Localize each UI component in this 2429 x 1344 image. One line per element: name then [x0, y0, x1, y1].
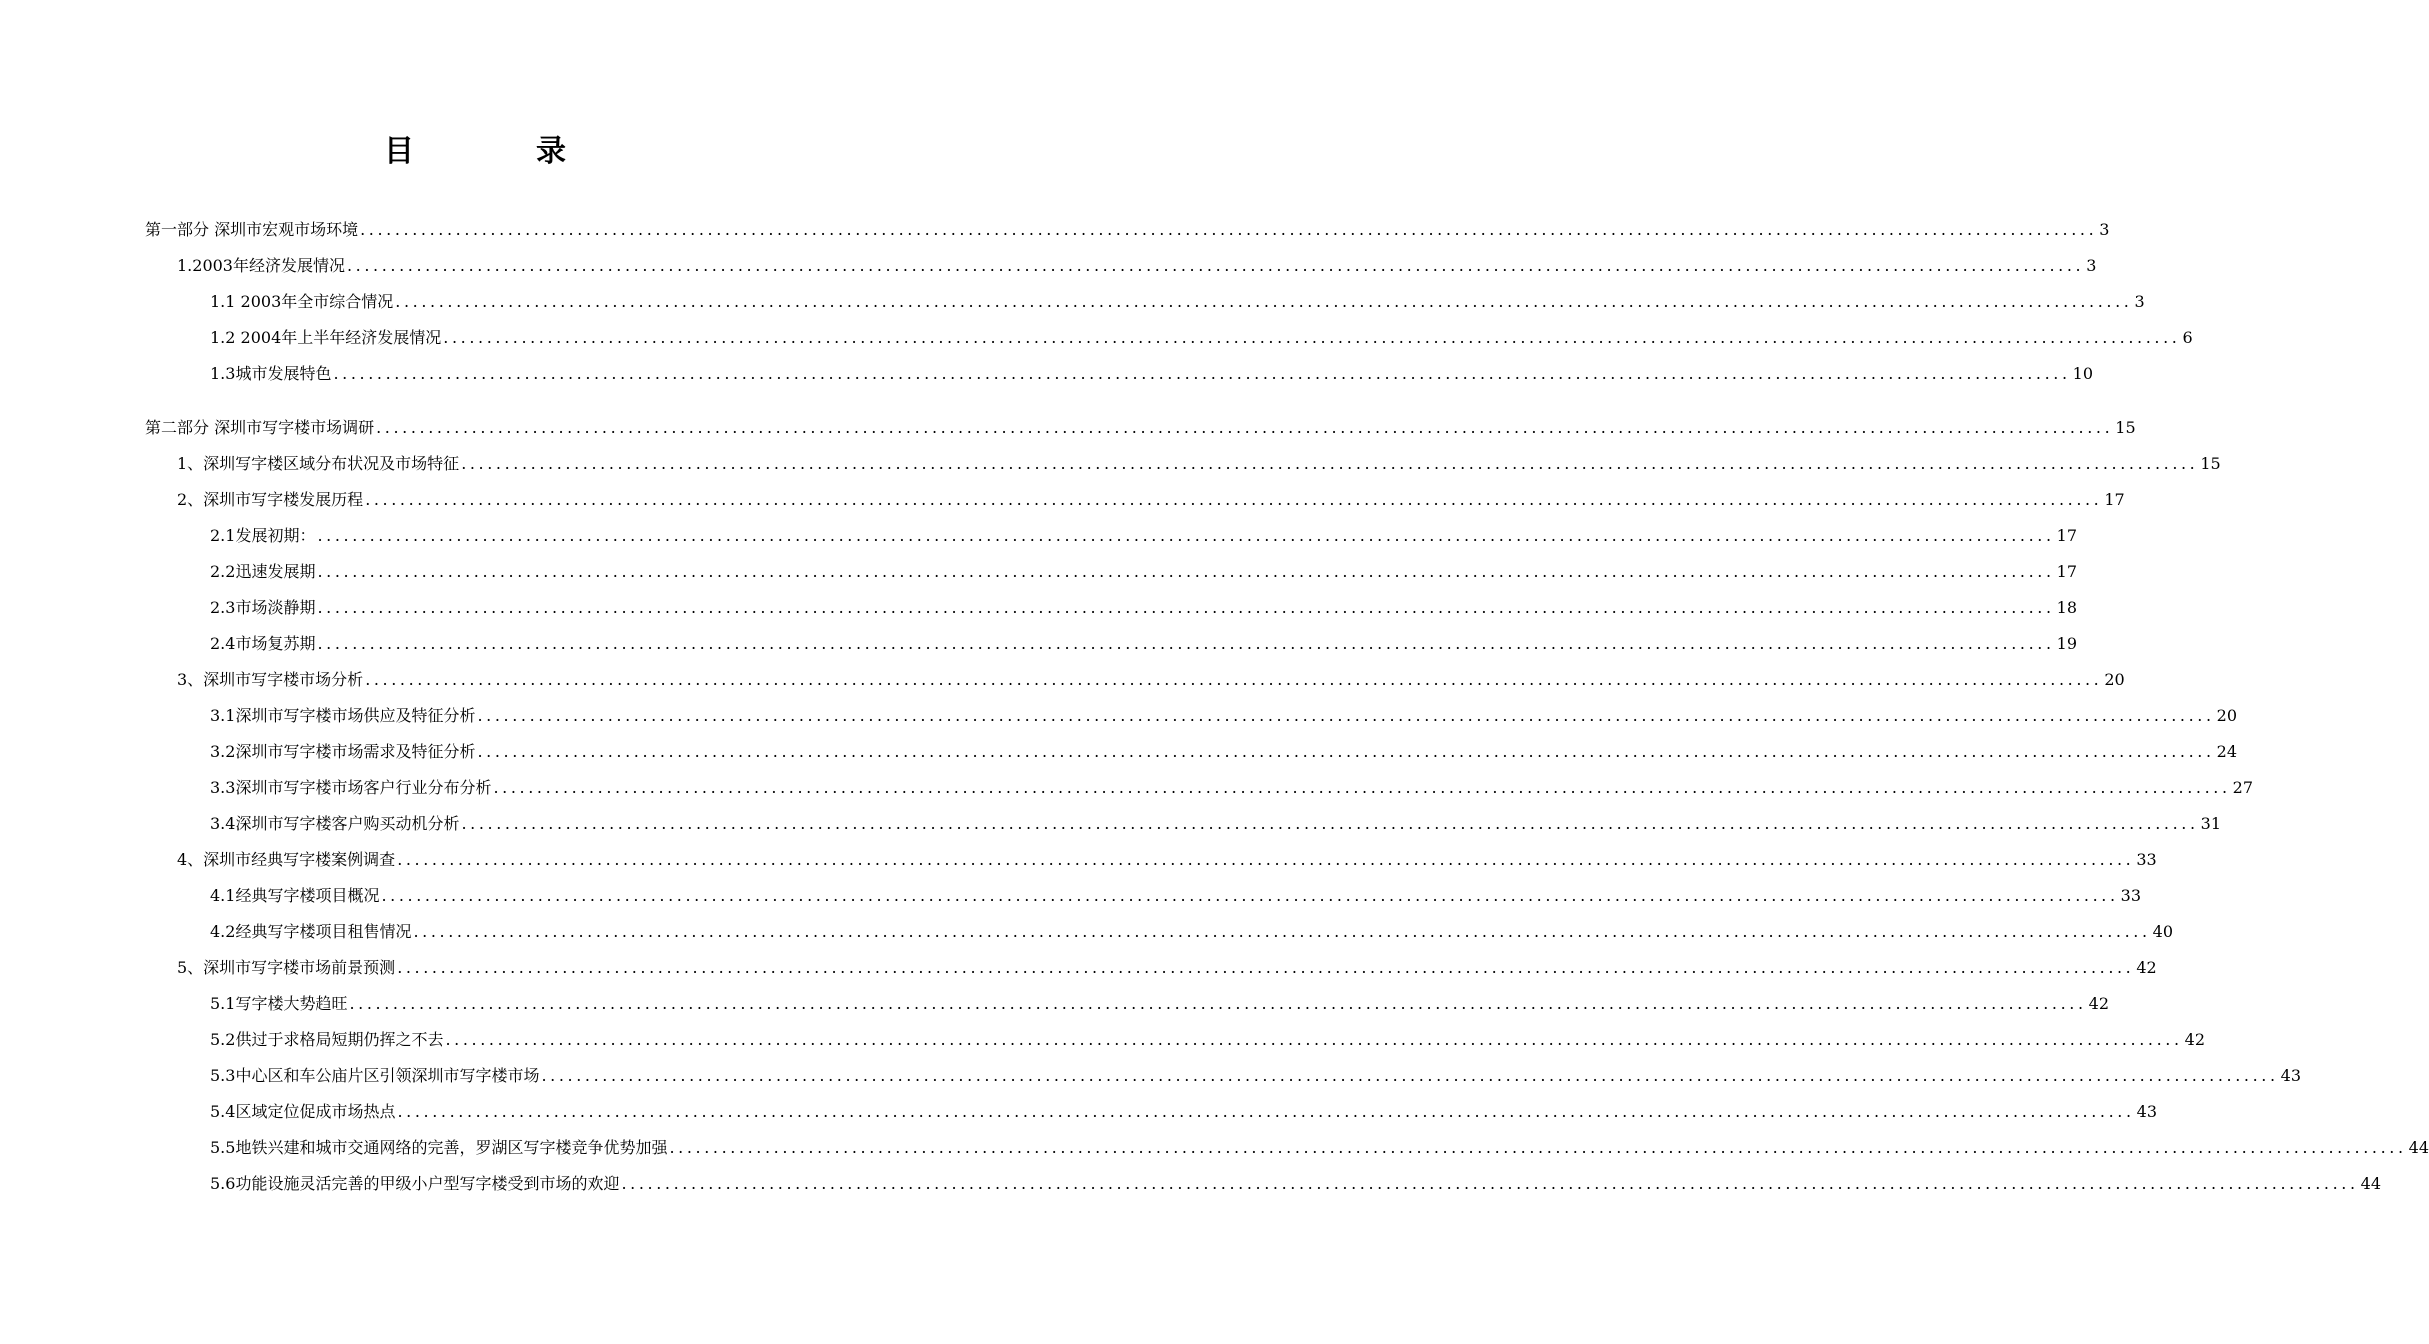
toc-entry-text: 5.3中心区和车公庙片区引领深圳市写字楼市场	[210, 1066, 540, 1085]
toc-page-number: 15	[2200, 454, 2221, 473]
table-of-contents	[0, 212, 2429, 1202]
toc-entry-text: 4.1经典写字楼项目概况	[210, 886, 380, 905]
toc-page-number: 3	[2134, 292, 2145, 311]
toc-page-number: 31	[2200, 814, 2221, 833]
toc-entry-text: 5.5地铁兴建和城市交通网络的完善，罗湖区写字楼竞争优势加强	[210, 1138, 668, 1157]
toc-page-number: 17	[2104, 490, 2125, 509]
toc-entry-text: 1、深圳写字楼区域分布状况及市场特征	[177, 454, 460, 473]
toc-entry[interactable]	[210, 590, 2077, 626]
toc-entry-text: 5.6功能设施灵活完善的甲级小户型写字楼受到市场的欢迎	[210, 1174, 620, 1193]
toc-entry[interactable]	[177, 482, 2125, 518]
toc-page-number: 33	[2120, 886, 2141, 905]
toc-page-number: 42	[2184, 1030, 2205, 1049]
toc-entry[interactable]	[177, 842, 2157, 878]
toc-dot-leader: ........................................................................................................................................................................................................	[477, 706, 2215, 725]
toc-entry[interactable]	[210, 698, 2237, 734]
toc-dot-leader: ........................................................................................................................................................................................................	[621, 1174, 2359, 1193]
toc-entry-text: 3.2深圳市写字楼市场需求及特征分析	[210, 742, 476, 761]
toc-entry-text: 4.2经典写字楼项目租售情况	[210, 922, 412, 941]
toc-entry[interactable]	[177, 446, 2221, 482]
toc-page-number: 43	[2280, 1066, 2301, 1085]
toc-entry-text: 2.1发展初期：	[210, 526, 316, 545]
toc-dot-leader: ........................................................................................................................................................................................................	[317, 634, 2055, 653]
toc-entry-text: 2.3市场淡静期	[210, 598, 316, 617]
toc-entry-text: 5.1写字楼大势趋旺	[210, 994, 348, 1013]
toc-entry[interactable]	[210, 1058, 2301, 1094]
toc-dot-leader: ........................................................................................................................................................................................................	[381, 886, 2119, 905]
toc-entry-text: 4、深圳市经典写字楼案例调查	[177, 850, 396, 869]
toc-dot-leader: ........................................................................................................................................................................................................	[365, 490, 2103, 509]
toc-dot-leader: ........................................................................................................................................................................................................	[347, 256, 2085, 275]
toc-dot-leader: ........................................................................................................................................................................................................	[317, 598, 2055, 617]
toc-entry[interactable]	[210, 878, 2141, 914]
toc-entry[interactable]	[210, 284, 2145, 320]
toc-entry-text: 第二部分 深圳市写字楼市场调研	[145, 418, 375, 437]
toc-entry-text: 2.4市场复苏期	[210, 634, 316, 653]
toc-dot-leader: ........................................................................................................................................................................................................	[317, 526, 2055, 545]
toc-entry[interactable]	[210, 914, 2173, 950]
toc-entry[interactable]	[210, 1166, 2381, 1202]
toc-page-number: 3	[2086, 256, 2097, 275]
toc-entry-text: 1.2003年经济发展情况	[177, 256, 345, 275]
toc-dot-leader: ........................................................................................................................................................................................................	[461, 814, 2199, 833]
toc-entry[interactable]	[210, 1022, 2205, 1058]
toc-dot-leader: ........................................................................................................................................................................................................	[461, 454, 2199, 473]
toc-entry[interactable]	[210, 320, 2193, 356]
toc-page-number: 19	[2056, 634, 2077, 653]
toc-dot-leader: ........................................................................................................................................................................................................	[669, 1138, 2407, 1157]
toc-page-number: 44	[2360, 1174, 2381, 1193]
toc-entry-text: 3、深圳市写字楼市场分析	[177, 670, 364, 689]
toc-entry[interactable]	[177, 662, 2125, 698]
toc-entry-text: 1.2 2004年上半年经济发展情况	[210, 328, 442, 347]
toc-entry[interactable]	[210, 356, 2093, 392]
toc-entry-text: 2、深圳市写字楼发展历程	[177, 490, 364, 509]
toc-entry[interactable]	[210, 554, 2077, 590]
toc-entry[interactable]	[177, 950, 2157, 986]
toc-page-number: 40	[2152, 922, 2173, 941]
toc-page-number: 3	[2099, 220, 2110, 239]
toc-entry-text: 3.1深圳市写字楼市场供应及特征分析	[210, 706, 476, 725]
toc-dot-leader: ........................................................................................................................................................................................................	[333, 364, 2071, 383]
toc-entry[interactable]	[177, 248, 2097, 284]
toc-dot-leader: ........................................................................................................................................................................................................	[477, 742, 2215, 761]
toc-entry-text: 第一部分 深圳市宏观市场环境	[145, 220, 359, 239]
toc-dot-leader: ........................................................................................................................................................................................................	[397, 1102, 2135, 1121]
toc-page-number: 10	[2072, 364, 2093, 383]
toc-entry-text: 5.2供过于求格局短期仍挥之不去	[210, 1030, 444, 1049]
toc-entry[interactable]	[145, 410, 2136, 446]
toc-page-number: 18	[2056, 598, 2077, 617]
toc-entry-text: 5.4区域定位促成市场热点	[210, 1102, 396, 1121]
toc-entry-text: 2.2迅速发展期	[210, 562, 316, 581]
toc-entry-text: 5、深圳市写字楼市场前景预测	[177, 958, 396, 977]
toc-page-number: 15	[2115, 418, 2136, 437]
toc-page-number: 6	[2182, 328, 2193, 347]
toc-entry-text: 3.3深圳市写字楼市场客户行业分布分析	[210, 778, 492, 797]
toc-page-number: 20	[2104, 670, 2125, 689]
toc-entry[interactable]	[210, 1130, 2429, 1166]
toc-dot-leader: ........................................................................................................................................................................................................	[395, 292, 2133, 311]
toc-entry-text: 1.3城市发展特色	[210, 364, 332, 383]
toc-entry[interactable]	[210, 806, 2221, 842]
toc-page-number: 33	[2136, 850, 2157, 869]
toc-page-number: 20	[2216, 706, 2237, 725]
toc-dot-leader: ........................................................................................................................................................................................................	[397, 850, 2135, 869]
toc-page-number: 42	[2088, 994, 2109, 1013]
toc-entry[interactable]	[145, 212, 2110, 248]
toc-dot-leader: ........................................................................................................................................................................................................	[541, 1066, 2279, 1085]
toc-dot-leader: ........................................................................................................................................................................................................	[376, 418, 2114, 437]
toc-entry[interactable]	[210, 518, 2077, 554]
toc-entry[interactable]	[210, 626, 2077, 662]
toc-page-number: 17	[2056, 562, 2077, 581]
toc-entry-text: 1.1 2003年全市综合情况	[210, 292, 394, 311]
toc-entry[interactable]	[210, 986, 2109, 1022]
toc-dot-leader: ........................................................................................................................................................................................................	[443, 328, 2181, 347]
toc-page-number: 44	[2408, 1138, 2429, 1157]
toc-page-number: 42	[2136, 958, 2157, 977]
toc-page-number: 17	[2056, 526, 2077, 545]
toc-page-number: 27	[2232, 778, 2253, 797]
toc-dot-leader: ........................................................................................................................................................................................................	[360, 220, 2098, 239]
toc-entry[interactable]	[210, 734, 2237, 770]
toc-dot-leader: ........................................................................................................................................................................................................	[365, 670, 2103, 689]
toc-dot-leader: ........................................................................................................................................................................................................	[413, 922, 2151, 941]
toc-entry-text: 3.4深圳市写字楼客户购买动机分析	[210, 814, 460, 833]
toc-entry[interactable]	[210, 1094, 2157, 1130]
toc-dot-leader: ........................................................................................................................................................................................................	[493, 778, 2231, 797]
toc-dot-leader: ........................................................................................................................................................................................................	[445, 1030, 2183, 1049]
toc-dot-leader: ........................................................................................................................................................................................................	[397, 958, 2135, 977]
toc-dot-leader: ........................................................................................................................................................................................................	[317, 562, 2055, 581]
toc-page-number: 43	[2136, 1102, 2157, 1121]
page-title: 目 录	[384, 134, 612, 169]
toc-dot-leader: ........................................................................................................................................................................................................	[349, 994, 2087, 1013]
toc-entry[interactable]	[210, 770, 2253, 806]
toc-page-number: 24	[2216, 742, 2237, 761]
